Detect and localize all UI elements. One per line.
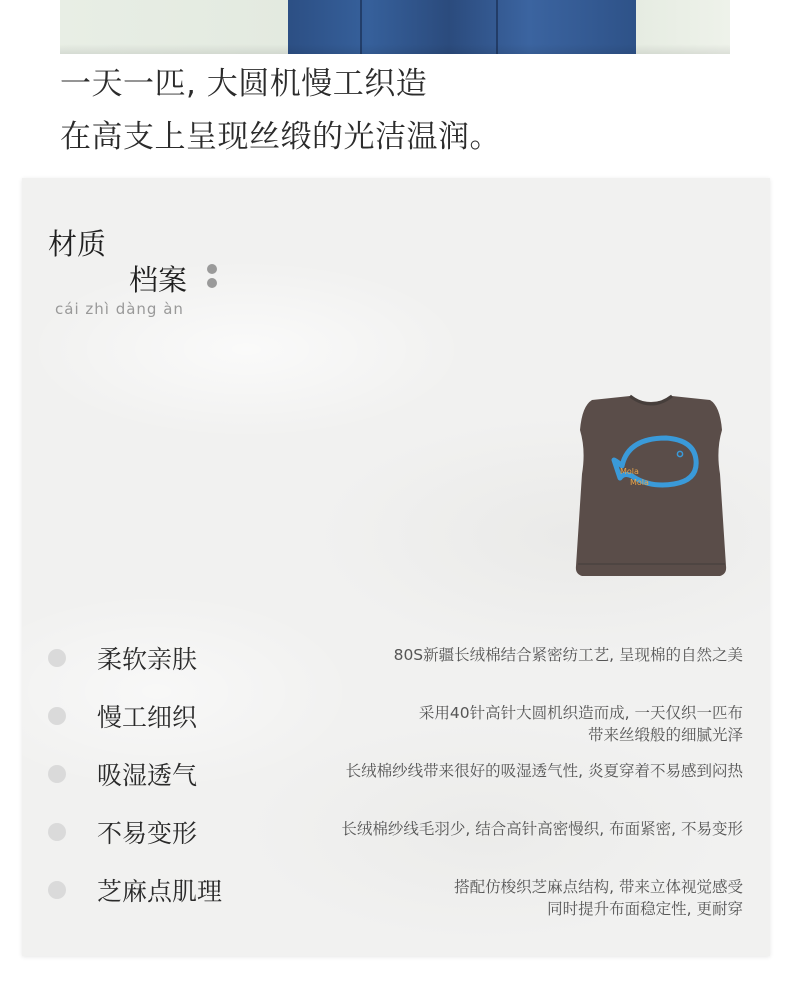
headline-line-2: 在高支上呈现丝缎的光洁温润。 [60,119,501,155]
feature-description-line: 采用40针高针大圆机织造而成, 一天仅织一匹布 [418,704,743,722]
bullet-dot-icon [48,707,66,725]
section-title-part-1: 材质 [48,227,107,261]
feature-list [22,178,770,956]
print-text-line-1: Mola [620,467,639,476]
headline-line-1: 一天一匹, 大圆机慢工织造 [60,66,428,102]
feature-row [22,632,770,682]
feature-row [22,690,770,744]
feature-name: 柔软亲肤 [97,645,198,674]
feature-description [419,702,743,746]
bullet-dot-icon [48,881,66,899]
material-profile-card [22,178,770,956]
feature-description-line: 搭配仿梭织芝麻点结构, 带来立体视觉感受 [454,878,743,896]
bullet-dot-icon [48,765,66,783]
feature-description-line: 80S新疆长绒棉结合紧密纺工艺, 呈现棉的自然之美 [393,646,743,664]
bullet-dot-icon [48,823,66,841]
feature-description [454,876,743,920]
feature-row [22,864,770,918]
feature-description-line: 同时提升布面稳定性, 更耐穿 [547,900,743,918]
print-text-line-2: Mola [630,478,649,487]
photo-shadow [60,44,730,54]
feature-row [22,806,770,856]
feature-row [22,748,770,798]
feature-name: 不易变形 [97,819,198,848]
section-pinyin: cái zhì dàng àn [55,300,184,318]
feature-description [346,760,743,782]
bullet-dot-icon [48,649,66,667]
feature-name: 芝麻点肌理 [97,877,223,906]
feature-name: 慢工细织 [97,703,198,732]
feature-description-line: 长绒棉纱线带来很好的吸湿透气性, 炎夏穿着不易感到闷热 [345,762,743,780]
feature-description-line: 带来丝缎般的细腻光泽 [587,726,743,744]
feature-name: 吸湿透气 [97,761,198,790]
feature-description [394,644,743,666]
denim-photo [60,0,730,54]
feature-description-line: 长绒棉纱线毛羽少, 结合高针高密慢织, 布面紧密, 不易变形 [341,820,743,838]
section-title-part-2: 档案 [129,263,188,297]
feature-description [341,818,743,840]
